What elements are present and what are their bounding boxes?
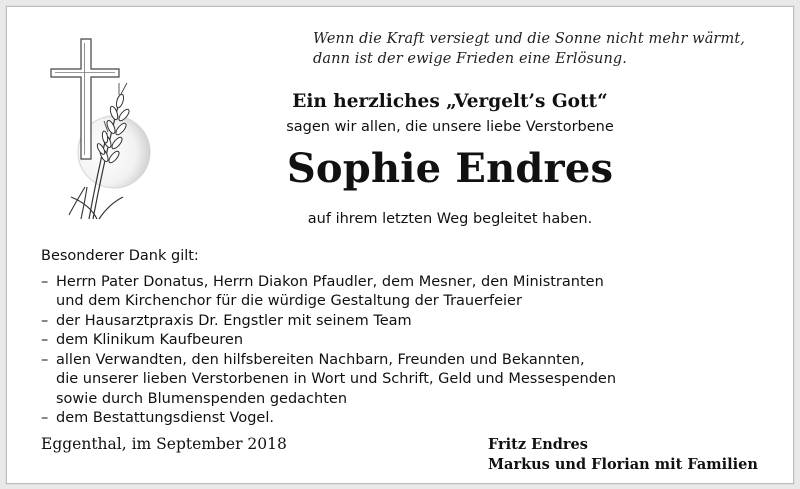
list-item (41, 331, 616, 351)
list-item-line: der Hausarztpraxis Dr. Engstler mit seinem Team (56, 312, 412, 329)
list-item-line: allen Verwandten, den hilfsbereiten Nachbarn, Freunden und Bekannten, (56, 351, 585, 368)
motto-quote (313, 29, 783, 69)
list-item-line: dem Klinikum Kaufbeuren (56, 332, 244, 348)
list-item-line: die unserer lieben Verstorbenen in Wort und Schrift, Geld und Messespenden (56, 371, 617, 387)
list-dash: – (41, 410, 49, 426)
list-item-line: sowie durch Blumenspenden gedachten (56, 390, 348, 407)
list-dash: – (41, 312, 49, 329)
list-item-line: dem Bestattungsdienst Vogel. (56, 410, 274, 426)
list-item (41, 409, 616, 429)
cross-with-wheat-icon (41, 37, 151, 227)
signers-block (488, 435, 758, 474)
motto-line: Wenn die Kraft versiegt und die Sonne nicht mehr wärmt, (313, 31, 745, 47)
list-item (41, 312, 616, 332)
special-thanks-list (41, 273, 616, 429)
list-item-line: und dem Kirchenchor für die würdige Gestaltung der Trauerfeier (56, 293, 522, 309)
list-dash: – (41, 332, 49, 348)
list-dash: – (41, 351, 49, 368)
special-thanks-section (41, 247, 616, 429)
signer-line: Fritz Endres (488, 436, 588, 453)
list-item (41, 351, 616, 410)
signer-line: Markus und Florian mit Familien (488, 455, 758, 473)
list-item-line: Herrn Pater Donatus, Herrn Diakon Pfaudler, dem Mesner, den Ministranten (56, 273, 604, 290)
obituary-card (6, 6, 794, 484)
thanks-heading: Ein herzliches „Vergelt’s Gott“ (292, 91, 608, 112)
deceased-name: Sophie Endres (286, 145, 614, 192)
place-date: Eggenthal, im September 2018 (41, 435, 287, 453)
motto-line: dann ist der ewige Frieden eine Erlösung. (313, 51, 627, 67)
special-thanks-heading: Besonderer Dank gilt: (41, 248, 199, 264)
intro-line: sagen wir allen, die unsere liebe Verstorbene (286, 119, 614, 135)
list-item (41, 273, 616, 312)
closing-line: auf ihrem letzten Weg begleitet haben. (307, 211, 593, 227)
list-dash: – (41, 273, 49, 290)
